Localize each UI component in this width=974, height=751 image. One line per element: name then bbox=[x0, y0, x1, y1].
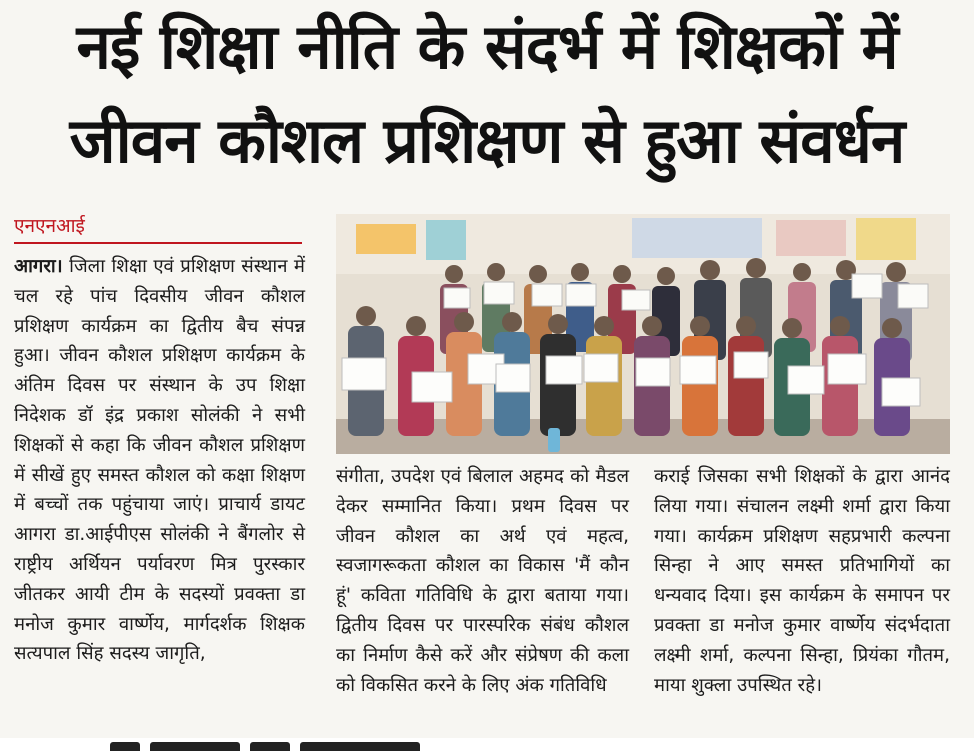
next-article-top-edge bbox=[0, 738, 974, 751]
headline-line-2: जीवन कौशल प्रशिक्षण से हुआ संवर्धन bbox=[69, 104, 905, 177]
dateline: आगरा। bbox=[14, 256, 63, 277]
article-column-2: संगीता, उपदेश एवं बिलाल अहमद को मैडल देकर सम्मानित किया। प्रथम दिवस पर जीवन कौशल का अर्थ एवं महत्व, स्वजागरूकता कौशल का विकास 'मैं कौन हूं' कविता गतिविधि के द्वारा बताया गया। द्वितीय दिवस पर पारस्परिक संबंध कौशल का निर्माण कैसे करें और संप्रेषण की कला को विकसित करने के लिए अंक गतिविधि bbox=[336, 466, 629, 696]
group-photo bbox=[336, 214, 950, 454]
byline: एनएनआई bbox=[14, 212, 302, 244]
headline-line-1: नई शिक्षा नीति के संदर्भ में शिक्षकों में bbox=[76, 10, 898, 83]
article-column-1-text: जिला शिक्षा एवं प्रशिक्षण संस्थान में चल रहे पांच दिवसीय जीवन कौशल प्रशिक्षण कार्यक्रम का द्वितीय बैच संपन्न हुआ। जीवन कौशल प्रशिक्षण कार्यक्रम के अंतिम दिवस पर संस्थान के उप शिक्षा निदेशक डॉ इंद्र प्रकाश सोलंकी ने सभी शिक्षकों से कहा कि जीवन कौशल प्रशिक्षण में सीखें हुए समस्त कौशल को कक्षा शिक्षण में बच्चों तक पहुंचाया जाएं। प्राचार्य डायट आगरा डा.आईपीएस सोलंकी ने बैंगलोर से राष्ट्रीय अर्थियन पर्यावरण मित्र पुरस्कार जीतकर आयी टीम के सदस्यों प्रवक्ता डा मनोज कुमार वार्ष्णेय, मार्गदर्शक शिक्षक सत्यपाल सिंह सदस्य जागृति, bbox=[14, 256, 305, 665]
headline bbox=[0, 0, 974, 200]
article-column-1 bbox=[14, 252, 305, 732]
article-column-3: कराई जिसका सभी शिक्षकों के द्वारा आनंद लिया गया। संचालन लक्ष्मी शर्मा द्वारा किया गया। कार्यक्रम प्रशिक्षण सहप्रभारी कल्पना सिन्हा ने आए समस्त प्रतिभागियों का धन्यवाद दिया। इस कार्यक्रम के समापन पर प्रवक्ता डा मनोज कुमार वार्ष्णेय संदर्भदाता लक्ष्मी शर्मा, कल्पना सिन्हा, प्रियंका गौतम, माया शुक्ला उपस्थित रहे। bbox=[654, 466, 950, 696]
